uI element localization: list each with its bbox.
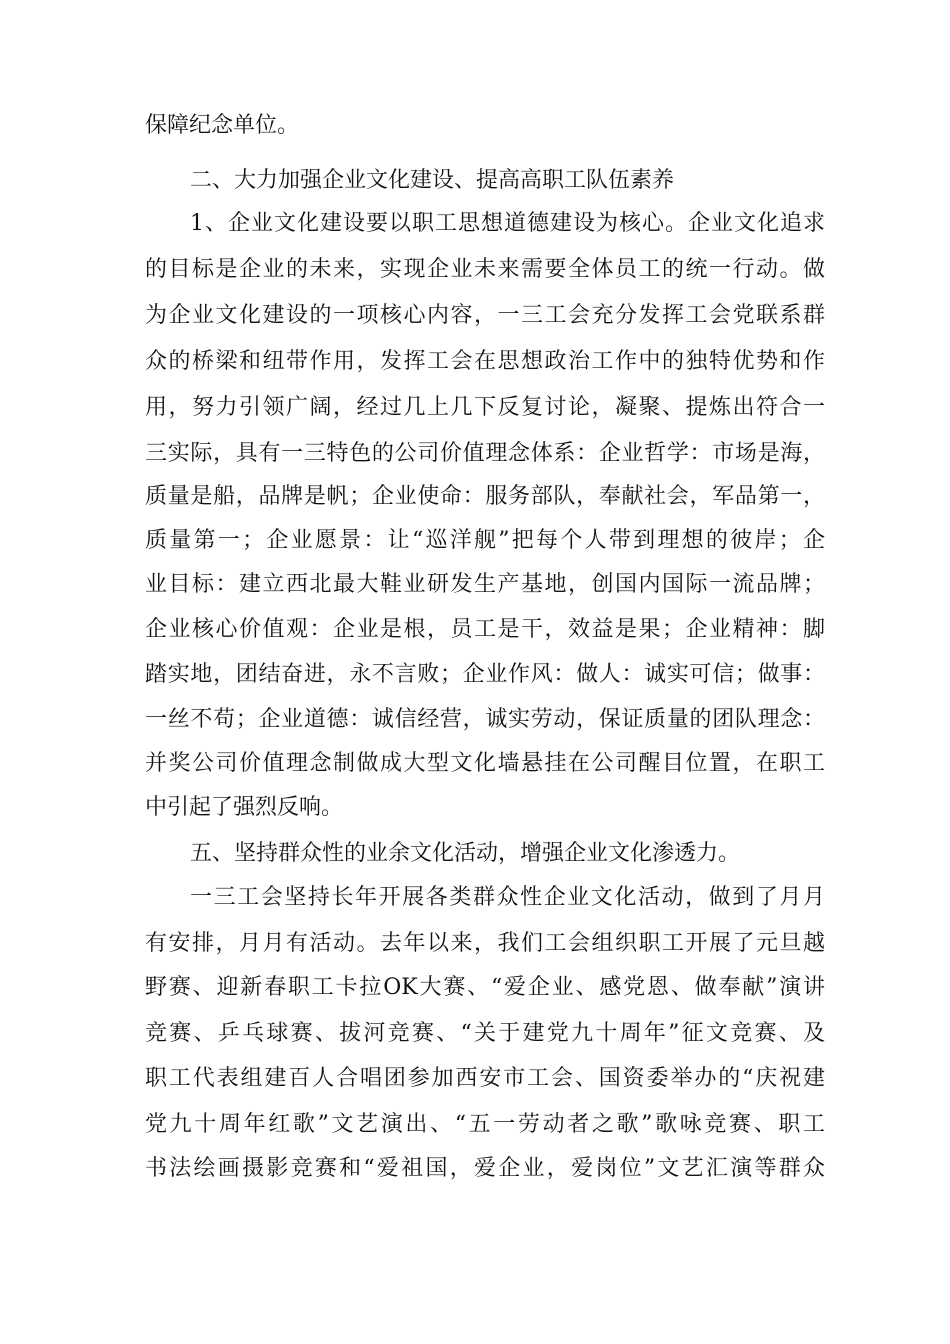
text-line-3: 1、企业文化建设要以职工思想道德建设为核心。企业文化追求 [190,211,825,236]
text-line-5: 为企业文化建设的一项核心内容，一三工会充分发挥工会党联系群 [145,303,825,328]
text-line-19: 有安排，月月有活动。去年以来，我们工会组织职工开展了元旦越 [145,931,825,956]
text-line-23: 党九十周年红歌”文艺演出、“五一劳动者之歌”歌咏竞赛、职工 [145,1112,825,1137]
text-line-21: 竞赛、乒乓球赛、拔河竞赛、“关于建党九十周年”征文竞赛、及 [145,1021,825,1046]
text-line-11: 业目标：建立西北最大鞋业研发生产基地，创国内国际一流品牌； [145,572,825,597]
text-line-14: 一丝不苟；企业道德：诚信经营，诚实劳动，保证质量的团队理念： [145,707,825,732]
text-line-13: 踏实地，团结奋进，永不言败；企业作风：做人：诚实可信；做事： [145,662,825,687]
text-line-9: 质量是船，品牌是帆；企业使命：服务部队，奉献社会，军品第一， [145,484,825,509]
text-line-15: 并奖公司价值理念制做成大型文化墙悬挂在公司醒目位置，在职工 [145,751,825,776]
text-line-18: 一三工会坚持长年开展各类群众性企业文化活动，做到了月月 [190,885,825,910]
section-heading-2: 二、大力加强企业文化建设、提高高职工队伍素养 [190,168,675,193]
section-heading-5: 五、坚持群众性的业余文化活动，增强企业文化渗透力。 [190,841,741,866]
text-line-6: 众的桥梁和纽带作用，发挥工会在思想政治工作中的独特优势和作 [145,349,825,374]
text-line-24: 书法绘画摄影竞赛和“爱祖国，爱企业，爱岗位”文艺汇演等群众 [145,1156,825,1181]
text-line-1: 保障纪念单位。 [145,113,300,138]
text-line-12: 企业核心价值观：企业是根，员工是干，效益是果；企业精神：脚 [145,617,825,642]
text-line-22: 职工代表组建百人合唱团参加西安市工会、国资委举办的“庆祝建 [145,1066,825,1091]
text-line-4: 的目标是企业的未来，实现企业未来需要全体员工的统一行动。做 [145,257,825,282]
text-line-10: 质量第一；企业愿景：让“巡洋舰”把每个人带到理想的彼岸；企 [145,528,825,553]
text-line-16: 中引起了强烈反响。 [145,795,344,820]
text-line-8: 三实际，具有一三特色的公司价值理念体系：企业哲学：市场是海， [145,441,825,466]
text-line-20: 野赛、迎新春职工卡拉OK大赛、“爱企业、感党恩、做奉献”演讲 [145,975,825,1000]
text-line-7: 用，努力引领广阔，经过几上几下反复讨论，凝聚、提炼出符合一 [145,395,825,420]
